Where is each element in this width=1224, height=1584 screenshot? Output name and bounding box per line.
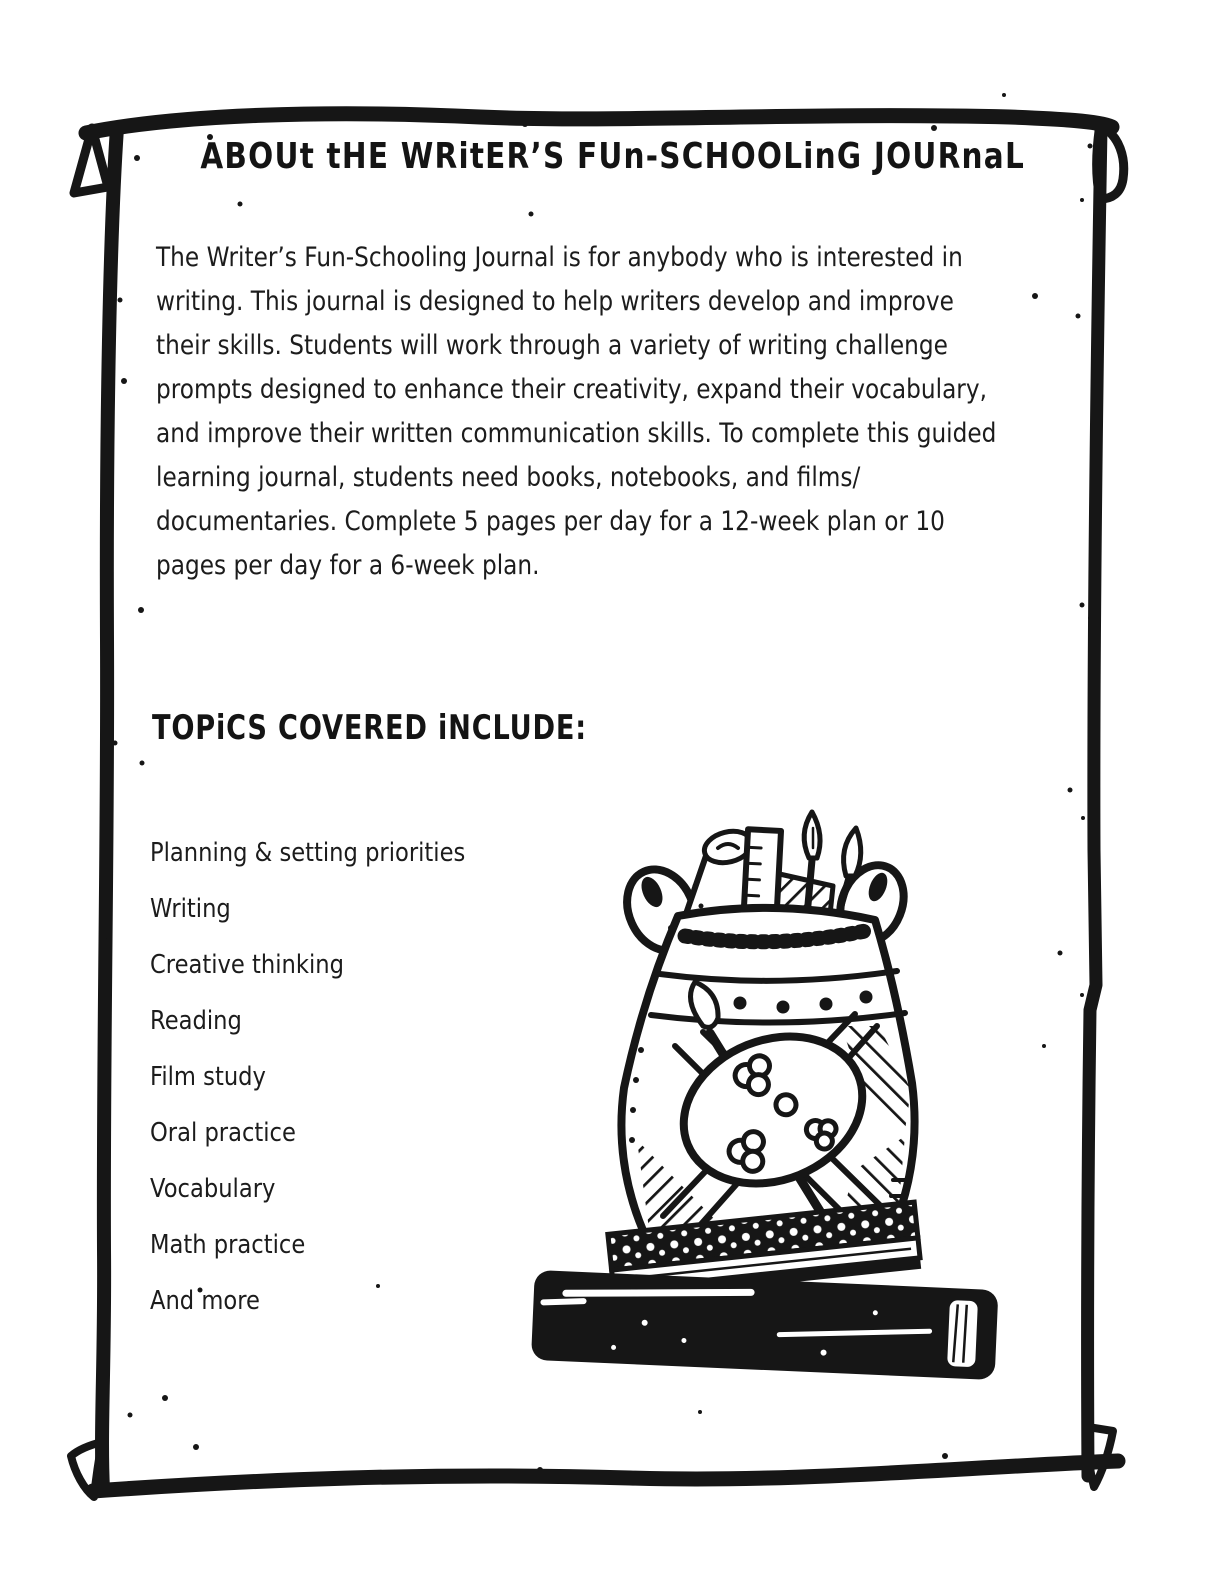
bottom-book <box>531 1270 998 1380</box>
border-left <box>102 128 117 1489</box>
intro-line: learning journal, students need books, notebooks, and films/ <box>156 462 861 493</box>
topics-list <box>150 838 465 1342</box>
border-bottom <box>93 1461 1118 1491</box>
topic-item: And more <box>150 1286 260 1316</box>
topic-item: Reading <box>150 1006 242 1036</box>
intro-line: their skills. Students will work through a variety of writing challenge <box>156 330 948 361</box>
intro-line: pages per day for a 6-week plan. <box>156 550 540 581</box>
topic-item: Creative thinking <box>150 950 344 980</box>
art-supplies-illustration <box>525 788 1015 1396</box>
border-top <box>86 114 1112 133</box>
intro-line: writing. This journal is designed to help writers develop and improve <box>156 286 954 317</box>
intro-paragraph <box>156 236 996 588</box>
topic-item: Oral practice <box>150 1118 296 1148</box>
stacked-books <box>531 1202 998 1380</box>
intro-line: and improve their written communication skills. To complete this guided <box>156 418 997 449</box>
page-title: ABOUt tHE WRitER’S FUn-SCHOOLinG JOURnaL <box>200 136 1025 177</box>
intro-line: documentaries. Complete 5 pages per day for a 12-week plan or 10 <box>156 506 945 537</box>
intro-line: The Writer’s Fun-Schooling Journal is for anybody who is interested in <box>156 242 963 273</box>
intro-line: prompts designed to enhance their creativity, expand their vocabulary, <box>156 374 987 405</box>
topic-item: Film study <box>150 1062 266 1092</box>
topic-item: Math practice <box>150 1230 306 1260</box>
topics-heading: TOPiCS COVERED iNCLUDE: <box>152 708 587 748</box>
border-right <box>1088 128 1101 1476</box>
topic-item: Writing <box>150 894 231 924</box>
topic-item: Planning & setting priorities <box>150 838 466 868</box>
topic-item: Vocabulary <box>150 1174 276 1204</box>
